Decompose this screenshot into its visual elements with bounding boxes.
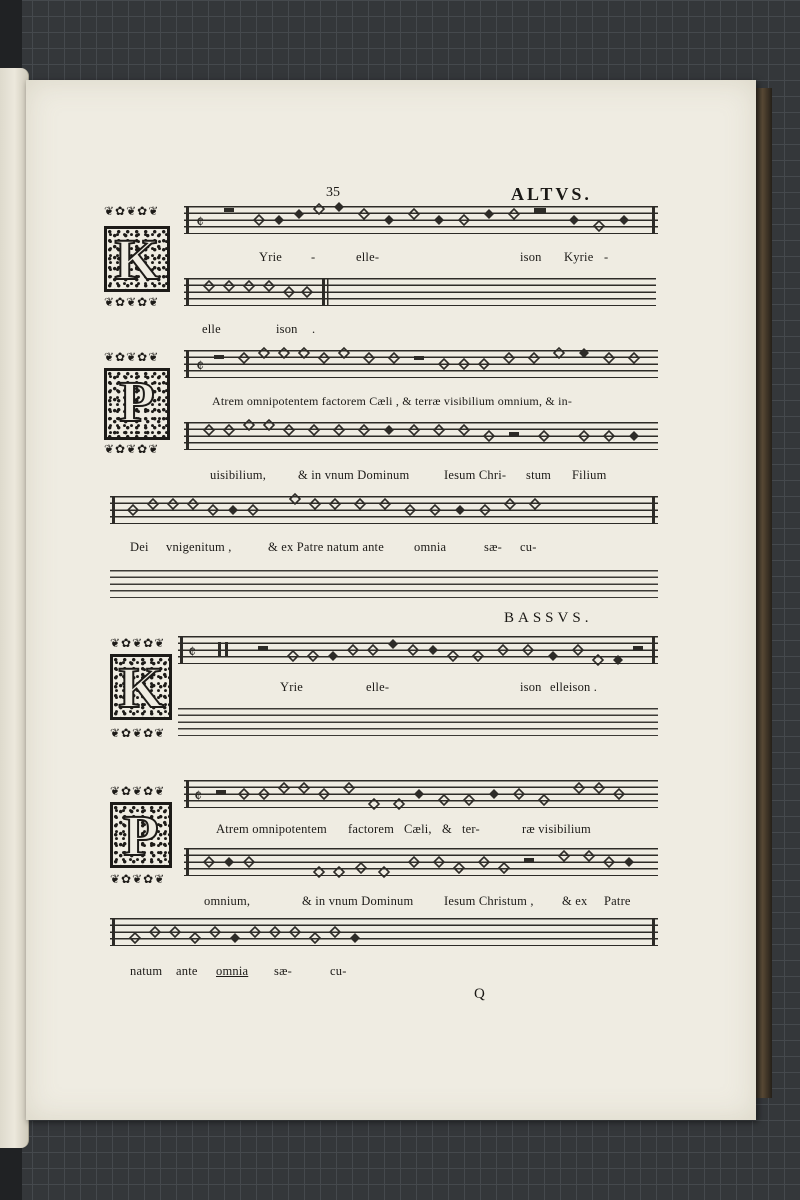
sheet-music-page <box>26 80 756 1120</box>
notes <box>184 422 658 450</box>
staff-altus-kyrie-1 <box>184 206 658 234</box>
notes <box>184 278 656 306</box>
lyric-bassus-patrem-1f: ræ visibilium <box>522 822 591 836</box>
lyric-altus-kyrie-1e: Kyrie <box>564 250 594 264</box>
staff-empty <box>178 708 658 736</box>
notes <box>178 636 658 664</box>
lyric-altus-kyrie-1f: - <box>604 250 609 264</box>
lyric-bassus-patrem-3a: natum <box>130 964 163 978</box>
ornament-bottom: ❦✿❦✿❦ <box>104 442 160 456</box>
staff-empty <box>110 570 658 598</box>
staff-altus-patrem-3 <box>110 496 658 524</box>
lyric-altus-kyrie-1a: Yrie <box>259 250 283 264</box>
staff-bassus-patrem-3 <box>110 918 658 946</box>
lyric-bassus-patrem-1e: ter- <box>462 822 480 836</box>
notes <box>110 918 658 946</box>
notes <box>184 350 658 378</box>
ornament-bottom: ❦✿❦✿❦ <box>104 295 160 309</box>
initial-p-bassus: P <box>110 802 172 868</box>
lyric-bassus-patrem-2d: & ex <box>562 894 588 908</box>
initial-k-altus: K <box>104 226 170 292</box>
ornament-top: ❦✿❦✿❦ <box>110 784 166 798</box>
svg-text:𝄵: 𝄵 <box>188 642 197 663</box>
page-number: 35 <box>326 185 340 200</box>
lyric-bassus-patrem-1a: Atrem omnipotentem <box>216 822 327 836</box>
lyric-bassus-patrem-3c: omnia <box>216 964 249 978</box>
staff-bassus-kyrie-1 <box>178 636 658 664</box>
voice-label-bassus: BASSVS. <box>504 610 593 626</box>
ornament-top: ❦✿❦✿❦ <box>110 636 166 650</box>
lyric-altus-patrem-3f: cu- <box>520 540 537 554</box>
lyric-altus-kyrie-1c: elle- <box>356 250 380 264</box>
lyric-altus-patrem-2c: Iesum Chri- <box>444 468 507 482</box>
staff-altus-patrem-1 <box>184 350 658 378</box>
lyric-bassus-kyrie-1c: ison <box>520 680 542 694</box>
svg-text:𝄵: 𝄵 <box>196 212 205 233</box>
staff-bassus-patrem-2 <box>184 848 658 876</box>
signature-mark: Q <box>474 986 485 1002</box>
lyric-bassus-patrem-1c: Cæli, <box>404 822 432 836</box>
lyric-altus-patrem-3e: sæ- <box>484 540 502 554</box>
lyric-bassus-patrem-2b: & in vnum Dominum <box>302 894 414 908</box>
lyric-altus-kyrie-2b: ison <box>276 322 298 336</box>
svg-text:𝄵: 𝄵 <box>194 786 203 807</box>
lyric-bassus-kyrie-1d: elleison . <box>550 680 598 694</box>
facing-page-edge <box>0 68 29 1148</box>
staff-altus-patrem-2 <box>184 422 658 450</box>
lyric-altus-patrem-1: Atrem omnipotentem factorem Cæli , & terræ visibilium omnium, & in- <box>212 394 573 408</box>
lyric-bassus-patrem-1b: factorem <box>348 822 395 836</box>
lyric-altus-patrem-2a: uisibilium, <box>210 468 267 482</box>
lyric-altus-patrem-3c: & ex Patre natum ante <box>268 540 384 554</box>
notes <box>184 780 658 808</box>
initial-p-altus: P <box>104 368 170 440</box>
ornament-top: ❦✿❦✿❦ <box>104 350 160 364</box>
initial-k-bassus: K <box>110 654 172 720</box>
lyric-altus-kyrie-2c: . <box>312 322 316 336</box>
lyric-bassus-patrem-1d: & <box>442 822 452 836</box>
notes <box>184 848 658 876</box>
lyric-altus-patrem-3d: omnia <box>414 540 447 554</box>
voice-label-altus: ALTVS. <box>511 184 592 204</box>
lyric-bassus-kyrie-1a: Yrie <box>280 680 304 694</box>
lyric-altus-kyrie-1d: ison <box>520 250 542 264</box>
lyric-bassus-patrem-3d: sæ- <box>274 964 292 978</box>
lyric-bassus-kyrie-1b: elle- <box>366 680 390 694</box>
staff-bassus-patrem-1 <box>184 780 658 808</box>
ornament-bottom: ❦✿❦✿❦ <box>110 726 166 740</box>
lyric-bassus-patrem-3e: cu- <box>330 964 347 978</box>
lyric-altus-patrem-3b: vnigenitum , <box>166 540 232 554</box>
lyric-bassus-patrem-2a: omnium, <box>204 894 251 908</box>
book-spine <box>756 88 772 1098</box>
ornament-top: ❦✿❦✿❦ <box>104 204 160 218</box>
lyric-bassus-patrem-3b: ante <box>176 964 198 978</box>
svg-text:𝄵: 𝄵 <box>196 356 205 377</box>
staff-altus-kyrie-2 <box>184 278 656 306</box>
notes <box>184 206 658 234</box>
lyric-altus-patrem-2b: & in vnum Dominum <box>298 468 410 482</box>
notes <box>110 496 658 524</box>
lyric-altus-kyrie-2a: elle <box>202 322 221 336</box>
lyric-bassus-patrem-2c: Iesum Christum , <box>444 894 534 908</box>
lyric-altus-patrem-3a: Dei <box>130 540 149 554</box>
lyric-altus-kyrie-1b: - <box>311 250 316 264</box>
ornament-bottom: ❦✿❦✿❦ <box>110 872 166 886</box>
lyric-altus-patrem-2d: stum <box>526 468 552 482</box>
lyric-bassus-patrem-2e: Patre <box>604 894 631 908</box>
lyric-altus-patrem-2e: Filium <box>572 468 607 482</box>
